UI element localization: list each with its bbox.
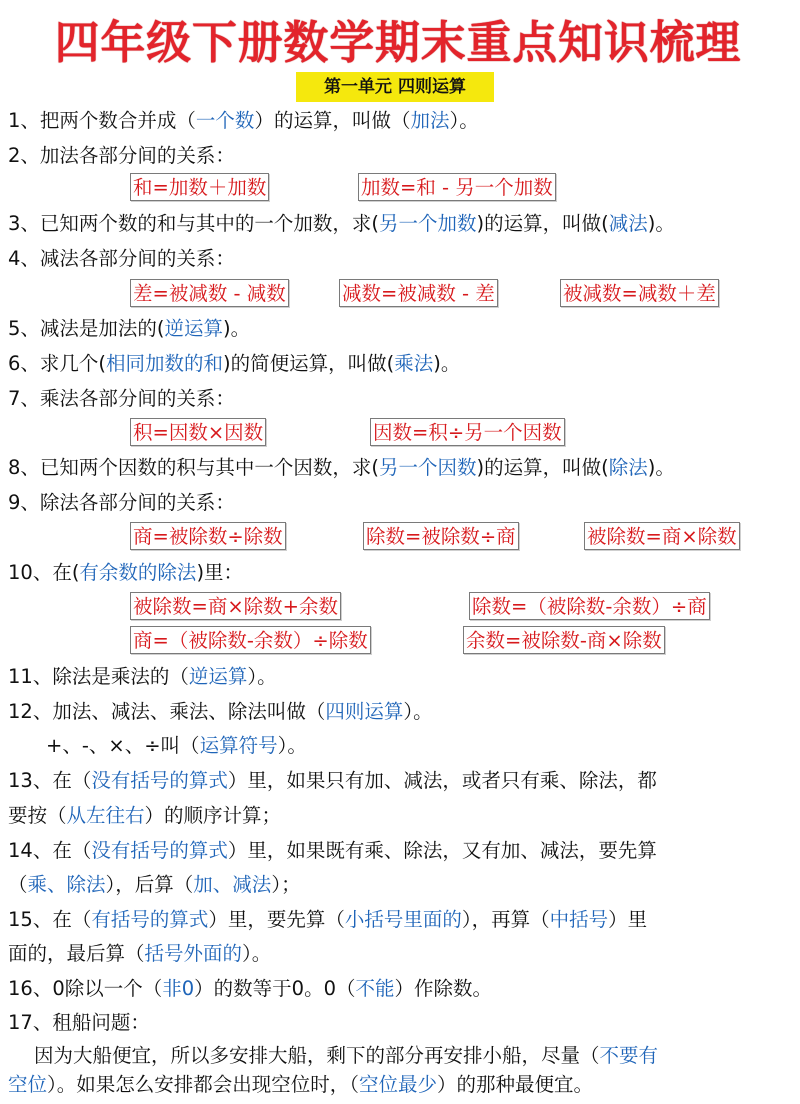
item-5: 5、减法是加法的(逆运算)。	[8, 317, 251, 340]
item-14: 14、在（没有括号的算式）里，如果既有乘、除法，又有加、减法，要先算	[8, 839, 657, 862]
formula-div-1: 商=被除数÷除数	[130, 522, 286, 550]
formula-sub-1: 差=被减数 - 减数	[130, 279, 289, 307]
formula-rem-1: 被除数=商×除数+余数	[130, 592, 341, 620]
item-6: 6、求几个(相同加数的和)的简便运算，叫做(乘法)。	[8, 352, 461, 375]
item-12: 12、加法、减法、乘法、除法叫做（四则运算）。	[8, 700, 433, 723]
item-15-cont: 面的，最后算（括号外面的）。	[8, 942, 272, 965]
formula-sub-2: 减数=被减数 - 差	[339, 279, 498, 307]
item-1: 1、把两个数合并成（一个数）的运算，叫做（加法）。	[8, 109, 479, 132]
item-9: 9、除法各部分间的关系：	[8, 491, 235, 514]
item-3: 3、已知两个数的和与其中的一个加数，求(另一个加数)的运算，叫做(减法)。	[8, 212, 675, 235]
item-10: 10、在(有余数的除法)里：	[8, 561, 244, 584]
item-15: 15、在（有括号的算式）里，要先算（小括号里面的），再算（中括号）里	[8, 908, 648, 931]
item-7: 7、乘法各部分间的关系：	[8, 387, 235, 410]
item-16: 16、0除以一个（非0）的数等于0。0（不能）作除数。	[8, 977, 493, 1000]
formula-div-3: 被除数=商×除数	[584, 522, 740, 550]
formula-rem-2: 除数=（被除数-余数）÷商	[469, 592, 710, 620]
formula-mul-1: 积=因数×因数	[130, 418, 266, 446]
page-title: 四年级下册数学期末重点知识梳理	[54, 16, 742, 69]
formula-add-1: 和=加数＋加数	[130, 173, 269, 201]
item-2: 2、加法各部分间的关系：	[8, 144, 235, 167]
item-17-text: 因为大船便宜，所以多安排大船，剩下的部分再安排小船，尽量（不要有	[34, 1044, 659, 1067]
formula-mul-2: 因数=积÷另一个因数	[370, 418, 565, 446]
formula-sub-3: 被减数=减数＋差	[560, 279, 719, 307]
formula-rem-4: 余数=被除数-商×除数	[463, 626, 665, 654]
item-11: 11、除法是乘法的（逆运算）。	[8, 665, 277, 688]
item-8: 8、已知两个因数的积与其中一个因数，求(另一个因数)的运算，叫做(除法)。	[8, 456, 675, 479]
formula-add-2: 加数=和 - 另一个加数	[358, 173, 556, 201]
item-14-cont: （乘、除法），后算（加、减法）；	[8, 873, 301, 896]
formula-div-2: 除数=被除数÷商	[363, 522, 519, 550]
item-13: 13、在（没有括号的算式）里，如果只有加、减法，或者只有乘、除法，都	[8, 769, 657, 792]
item-17: 17、租船问题：	[8, 1011, 150, 1034]
formula-rem-3: 商=（被除数-余数）÷除数	[130, 626, 371, 654]
item-17-cont: 空位）。如果怎么安排都会出现空位时，（空位最少）的那种最便宜。	[8, 1073, 594, 1096]
item-13-cont: 要按（从左往右）的顺序计算；	[8, 804, 282, 827]
item-4: 4、减法各部分间的关系：	[8, 247, 235, 270]
unit-heading: 第一单元 四则运算	[296, 72, 494, 102]
item-12-symbols: +、-、×、÷叫（运算符号）。	[46, 734, 307, 757]
